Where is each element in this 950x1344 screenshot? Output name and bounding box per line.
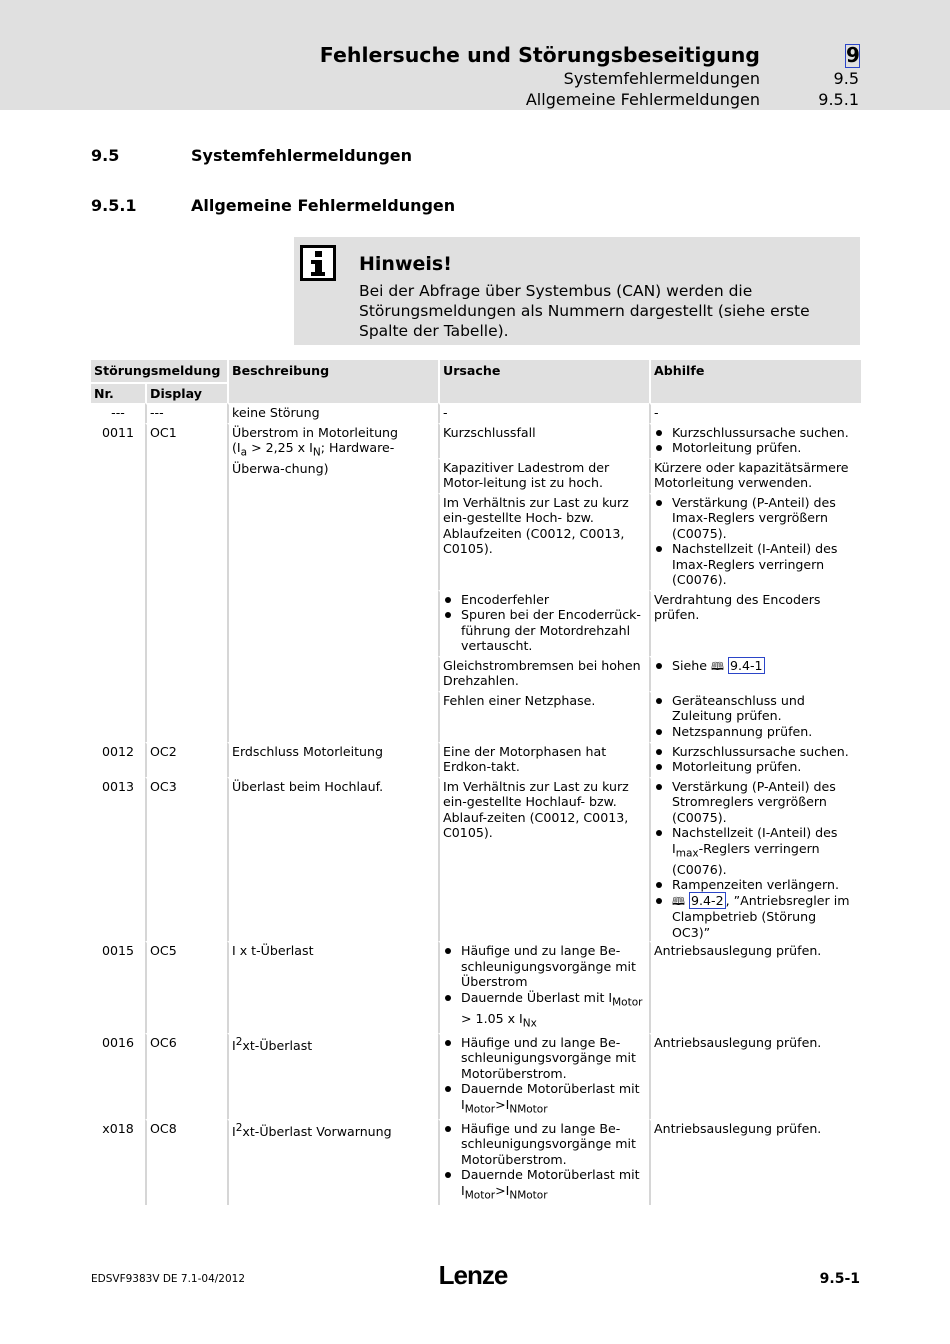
subsection-heading-number: 9.5.1 [91, 196, 137, 215]
book-icon: 🕮 [710, 659, 724, 673]
page-header [0, 0, 950, 110]
cause-list: Häufige und zu lange Be-schleunigungsvorgänge mit Überstrom Dauernde Überlast mit $I_{Motor} > 1.05$ x $I_{Nx}$ [443, 943, 646, 1032]
table-row: Encoderfehler Spuren bei der Encoderrück-führung der Motordrehzahl vertauscht. Verdrahtung des Encoders prüfen. [91, 590, 861, 656]
remedy-list: Kurzschlussursache suchen. Motorleitung prüfen. [654, 425, 858, 456]
table-row: Im Verhältnis zur Last zu kurz ein-gestellte Hoch- bzw. Ablaufzeiten (C0012, C0013, C0105). Verstärkung (P-Anteil) des Imax-Reglers vergrößern (C0075). Nachstellzeit (I-Anteil) des Imax-Reglers verringern (C0076). [91, 493, 861, 590]
note-text: Bei der Abfrage über Systembus (CAN) werden die Störungsmeldungen als Nummern dargestellt (siehe erste Spalte der Tabelle). [359, 282, 810, 340]
error-table [91, 358, 861, 1205]
header-nr: Nr. [91, 382, 145, 403]
cause-list: Encoderfehler Spuren bei der Encoderrück-führung der Motordrehzahl vertauscht. [443, 592, 646, 654]
table-row: 0011 OC1 Überstrom in Motorleitung ($I_a > 2,25$ x $I_N$; Hardware-Überwa-chung) Kurzschlussfall Kurzschlussursache suchen. Motorleitung prüfen. [91, 423, 861, 458]
table-row: Gleichstrombremsen bei hohen Drehzahlen. Siehe 🕮 9.4-1 [91, 656, 861, 691]
link-9-4-2[interactable]: 9.4-2 [691, 892, 724, 908]
header-ursache: Ursache [438, 358, 649, 403]
table-row: Fehlen einer Netzphase. Geräteanschluss und Zuleitung prüfen. Netzspannung prüfen. [91, 691, 861, 742]
link-9-4-1[interactable]: 9.4-1 [729, 657, 763, 673]
table-row: 0012 OC2 Erdschluss Motorleitung Eine der Motorphasen hat Erdkon-takt. Kurzschlussursache suchen. Motorleitung prüfen. [91, 742, 861, 777]
table-row: --- --- keine Störung - - [91, 403, 861, 423]
description-cell: Überstrom in Motorleitung ($I_a > 2,25$ x $I_N$; Hardware-Überwa-chung) [227, 423, 438, 742]
table-row: 0015 OC5 I x t-Überlast Häufige und zu lange Be-schleunigungsvorgänge mit Überstrom Dauernde Überlast mit $I_{Motor} > 1.05$ x $I_{Nx}$ Antriebsauslegung prüfen. [91, 941, 861, 1033]
section-number: 9.5 [833, 69, 859, 88]
cause-list: Häufige und zu lange Be-schleunigungsvorgänge mit Motorüberstrom. Dauernde Motorüberlast mit $I_{Motor}>I_{NMotor}$ [443, 1035, 646, 1118]
header-beschreibung: Beschreibung [227, 358, 438, 403]
chapter-title: Fehlersuche und Störungsbeseitigung [319, 43, 760, 67]
header-abhilfe: Abhilfe [649, 358, 861, 403]
remedy-list: Verstärkung (P-Anteil) des Imax-Reglers vergrößern (C0075). Nachstellzeit (I-Anteil) des Imax-Reglers verringern (C0076). [654, 495, 858, 588]
table-row: Kapazitiver Ladestrom der Motor-leitung ist zu hoch. Kürzere oder kapazitätsärmere Motorleitung verwenden. [91, 458, 861, 493]
lenze-logo [434, 1260, 512, 1290]
header-stoerungsmeldung: Störungsmeldung [91, 358, 227, 382]
section-heading-title: Systemfehlermeldungen [191, 146, 413, 165]
table-header-row [91, 358, 861, 382]
subsection-heading-title: Allgemeine Fehlermeldungen [191, 196, 456, 215]
cause-list: Häufige und zu lange Be-schleunigungsvorgänge mit Motorüberstrom. Dauernde Motorüberlast mit $I_{Motor}>I_{NMotor}$ [443, 1121, 646, 1204]
table-row: 0016 OC6 $I^2xt$-Überlast Häufige und zu lange Be-schleunigungsvorgänge mit Motorüberstrom. Dauernde Motorüberlast mit $I_{Motor}>I_{NMotor}$ Antriebsauslegung prüfen. [91, 1033, 861, 1119]
subsection-title: Allgemeine Fehlermeldungen [525, 90, 760, 109]
table-row: x018 OC8 $I^2xt$-Überlast Vorwarnung Häufige und zu lange Be-schleunigungsvorgänge mit Motorüberstrom. Dauernde Motorüberlast mit $I_{Motor}>I_{NMotor}$ Antriebsauslegung prüfen. [91, 1119, 861, 1205]
info-icon [300, 245, 336, 281]
remedy-list: Verstärkung (P-Anteil) des Stromreglers vergrößern (C0075). Nachstellzeit (I-Anteil) des $I_{max}$-Reglers verringern (C0076). Rampenzeiten verlängern. 🕮 9.4-2 , ”Antriebsregler im Clampbetrieb (Störung OC3)” [654, 779, 858, 941]
book-icon: 🕮 [672, 894, 685, 908]
page-number: 9.5-1 [819, 1271, 860, 1287]
note-title: Hinweis! [359, 253, 452, 275]
chapter-number-link[interactable]: 9 [846, 43, 860, 67]
svg-text:Lenze: Lenze [438, 1260, 508, 1290]
remedy-list: Kurzschlussursache suchen. Motorleitung prüfen. [654, 744, 858, 775]
section-heading-number: 9.5 [91, 146, 120, 165]
header-display: Display [145, 382, 227, 403]
note-box [294, 237, 860, 345]
subsection-number: 9.5.1 [818, 90, 859, 109]
section-title: Systemfehlermeldungen [563, 69, 760, 88]
table-row: 0013 OC3 Überlast beim Hochlauf. Im Verhältnis zur Last zu kurz ein-gestellte Hochlauf- bzw. Ablauf-zeiten (C0012, C0013, C0105). Verstärkung (P-Anteil) des Stromreglers vergrößern (C0075). Nachstellzeit (I-Anteil) des $I_{max}$-Reglers verringern (C0076). Rampenzeiten verlängern. 🕮 9.4-2 , ”Antriebsregler im Clampbetrieb (Störung OC3)” [91, 777, 861, 942]
document-id: EDSVF9383V DE 7.1-04/2012 [91, 1273, 246, 1285]
remedy-list: Geräteanschluss und Zuleitung prüfen. Netzspannung prüfen. [654, 693, 858, 740]
